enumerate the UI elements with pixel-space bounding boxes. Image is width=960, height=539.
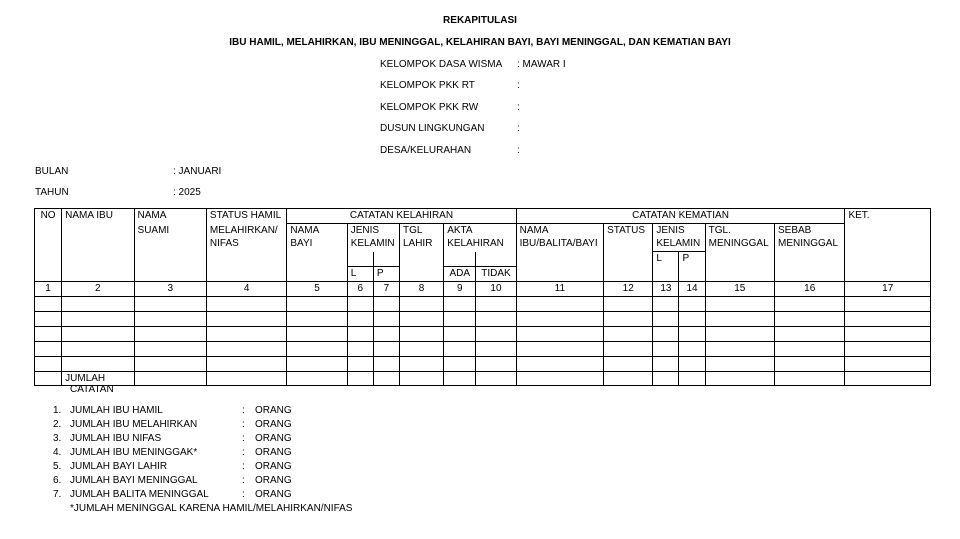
col-jenis-kelamin-2: KELAMIN: [347, 237, 399, 252]
col-nama-ibu-balita-1: NAMA: [516, 224, 603, 238]
recap-table: [34, 208, 931, 386]
col-akta-2: KELAHIRAN: [444, 237, 516, 252]
note-num: 4.: [53, 447, 62, 458]
note-unit: ORANG: [255, 433, 292, 444]
col-nama-ibu-balita-2: IBU/BALITA/BAYI: [516, 237, 603, 252]
col-tgl-meninggal-2: MENINGGAL: [705, 237, 774, 252]
col-sebab-1: SEBAB: [775, 224, 845, 238]
col-tgl-meninggal-1: TGL.: [705, 224, 774, 238]
kematian-p: P: [679, 252, 705, 267]
info-value-pkk-rw: :: [517, 102, 520, 113]
col-num: 13: [653, 281, 679, 296]
note-unit: ORANG: [255, 461, 292, 472]
info-label-pkk-rt: KELOMPOK PKK RT: [380, 80, 475, 91]
info-label-pkk-rw: KELOMPOK PKK RW: [380, 102, 479, 113]
col-num: 11: [516, 281, 603, 296]
akta-tidak: TIDAK: [476, 266, 516, 281]
col-num: 15: [705, 281, 774, 296]
table-row: [35, 341, 931, 356]
table-header-row-4: [35, 252, 931, 267]
jumlah-row: [35, 371, 931, 385]
col-akta-1: AKTA: [444, 224, 516, 238]
bulan-value: : JANUARI: [173, 166, 222, 177]
table-header-row-5: [35, 266, 931, 281]
col-num: 12: [604, 281, 653, 296]
table-row: [35, 356, 931, 371]
col-status-hamil-2: MELAHIRKAN/: [206, 224, 286, 238]
notes-title: CATATAN: [70, 384, 114, 395]
note-label: JUMLAH IBU MELAHIRKAN: [70, 419, 198, 430]
info-label-dasa-wisma: KELOMPOK DASA WISMA: [380, 59, 503, 70]
note-num: 5.: [53, 461, 62, 472]
column-number-row: [35, 281, 931, 296]
col-tgl-lahir-1: TGL: [399, 224, 443, 238]
kelahiran-p: P: [373, 266, 399, 281]
col-tgl-lahir-2: LAHIR: [399, 237, 443, 252]
note-unit: ORANG: [255, 447, 292, 458]
col-num: 4: [206, 281, 286, 296]
kelahiran-l: L: [347, 266, 373, 281]
note-colon: :: [242, 433, 245, 444]
page-subtitle: IBU HAMIL, MELAHIRKAN, IBU MENINGGAL, KELAHIRAN BAYI, BAYI MENINGGAL, DAN KEMATIAN BAYI: [229, 37, 731, 48]
note-label: JUMLAH BALITA MENINGGAL: [70, 489, 209, 500]
note-unit: ORANG: [255, 419, 292, 430]
note-colon: :: [242, 475, 245, 486]
col-num: 16: [775, 281, 845, 296]
note-colon: :: [242, 447, 245, 458]
col-sebab-2: MENINGGAL: [775, 237, 845, 252]
group-catatan-kelahiran: CATATAN KELAHIRAN: [287, 209, 516, 224]
col-nama-suami-1: NAMA: [134, 209, 206, 224]
note-label: JUMLAH BAYI LAHIR: [70, 461, 168, 472]
kematian-l: L: [653, 252, 679, 267]
info-label-desa: DESA/KELURAHAN: [380, 145, 472, 156]
note-colon: :: [242, 461, 245, 472]
note-label: JUMLAH IBU HAMIL: [70, 405, 163, 416]
col-num: 2: [62, 281, 134, 296]
col-jenis-kelamin-1: JENIS: [347, 224, 399, 238]
tahun-value: : 2025: [173, 187, 201, 198]
col-num: 17: [845, 281, 931, 296]
info-label-dusun: DUSUN LINGKUNGAN: [380, 123, 485, 134]
table-row: [35, 326, 931, 341]
table-header-row-3: [35, 237, 931, 252]
info-value-dusun: :: [517, 123, 520, 134]
bulan-label: BULAN: [35, 166, 69, 177]
col-status: STATUS: [604, 224, 653, 238]
col-nama-ibu: NAMA IBU: [62, 209, 134, 224]
col-num: 9: [444, 281, 476, 296]
note-unit: ORANG: [255, 475, 292, 486]
note-label: JUMLAH BAYI MENINGGAL: [70, 475, 198, 486]
col-num: 5: [287, 281, 347, 296]
note-num: 7.: [53, 489, 62, 500]
col-jenis-kelamin-k-2: KELAMIN: [653, 237, 705, 252]
group-catatan-kematian: CATATAN KEMATIAN: [516, 209, 845, 224]
info-value-pkk-rt: :: [517, 80, 520, 91]
col-num: 7: [373, 281, 399, 296]
table-row: [35, 311, 931, 326]
jumlah-label: JUMLAH: [62, 371, 134, 385]
note-unit: ORANG: [255, 489, 292, 500]
col-nama-bayi-1: NAMA: [287, 224, 347, 238]
note-colon: :: [242, 489, 245, 500]
note-label: JUMLAH IBU NIFAS: [70, 433, 162, 444]
col-nama-bayi-2: BAYI: [287, 237, 347, 252]
col-num: 6: [347, 281, 373, 296]
note-num: 1.: [53, 405, 62, 416]
col-num: 10: [476, 281, 516, 296]
info-value-desa: :: [517, 145, 520, 156]
note-footnote: *JUMLAH MENINGGAL KARENA HAMIL/MELAHIRKAN/NIFAS: [70, 503, 353, 514]
col-no: NO: [35, 209, 62, 224]
note-colon: :: [242, 419, 245, 430]
table-header-row-2: [35, 224, 931, 238]
col-num: 14: [679, 281, 705, 296]
col-status-hamil-1: STATUS HAMIL: [206, 209, 286, 224]
tahun-label: TAHUN: [35, 187, 69, 198]
col-num: 3: [134, 281, 206, 296]
note-num: 2.: [53, 419, 62, 430]
col-num: 1: [35, 281, 62, 296]
col-num: 8: [399, 281, 443, 296]
col-nama-suami-2: SUAMI: [134, 224, 206, 238]
info-value-dasa-wisma: : MAWAR I: [517, 59, 566, 70]
note-label: JUMLAH IBU MENINGGAK*: [70, 447, 198, 458]
note-num: 3.: [53, 433, 62, 444]
table-row: [35, 296, 931, 311]
note-colon: :: [242, 405, 245, 416]
page-title: REKAPITULASI: [443, 15, 517, 26]
note-unit: ORANG: [255, 405, 292, 416]
akta-ada: ADA: [444, 266, 476, 281]
table-header-row-1: [35, 209, 931, 224]
col-jenis-kelamin-k-1: JENIS: [653, 224, 705, 238]
col-ket: KET.: [845, 209, 931, 224]
col-status-hamil-3: NIFAS: [206, 237, 286, 252]
note-num: 6.: [53, 475, 62, 486]
